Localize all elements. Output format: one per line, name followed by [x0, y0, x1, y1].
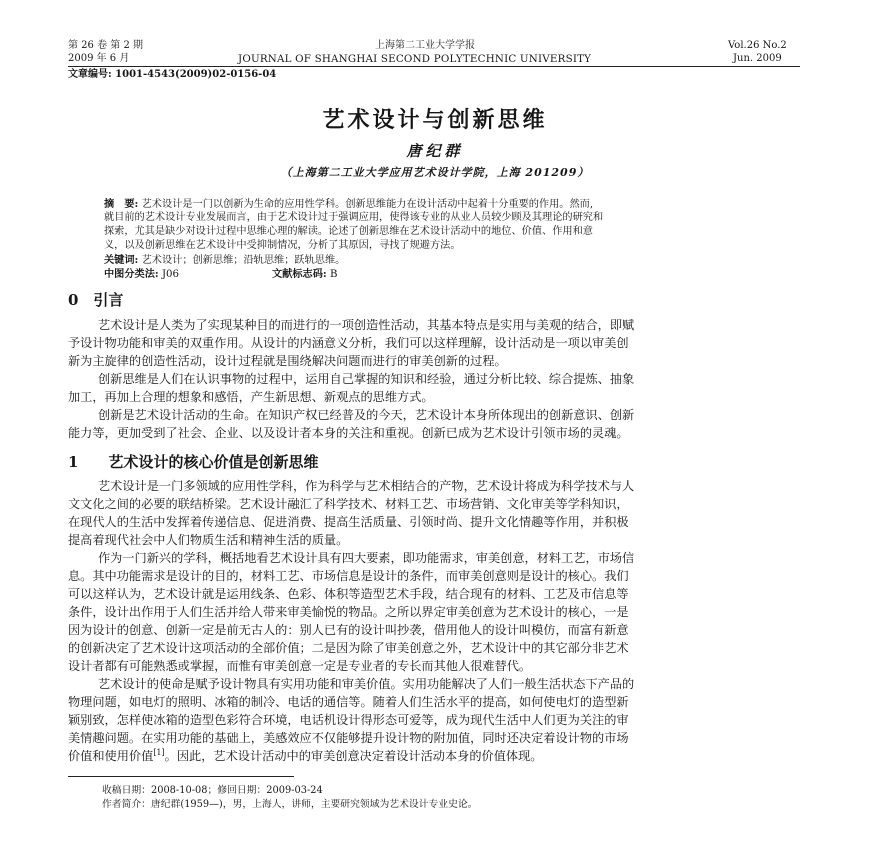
paragraph-line: 设计者都有可能熟悉或掌握，而惟有审美创意一定是专业者的专长而其他人很难替代。: [68, 659, 532, 673]
header-rule: [68, 66, 800, 67]
paragraph-line: 可以这样认为，艺术设计就是运用线条、色彩、体积等造型艺术手段，结合现有的材料、工艺及市信息等: [68, 587, 629, 601]
paragraph-line: 美情趣问题。在实用功能的基础上，美感效应不仅能够提升设计物的附加值，同时还决定着设计物的市场: [68, 731, 629, 745]
paragraph-line: 提高着现代社会中人们物质生活和精神生活的质量。: [68, 533, 349, 547]
paragraph-line: 文文化之间的必要的联结桥梁。艺术设计融汇了科学技术、材料工艺、市场营销、文化审美等学科知识，: [68, 497, 629, 511]
volume-en: Vol.26 No.2: [728, 40, 787, 51]
paragraph-line: 创新思维是人们在认识事物的过程中，运用自己掌握的知识和经验，通过分析比较、综合提炼、抽象: [98, 372, 635, 386]
keywords: 艺术设计；创新思维；沿轨思维；跃轨思维。: [141, 255, 346, 266]
author-name: 唐纪群: [406, 142, 464, 160]
text-run: 。因此，艺术设计活动中的审美创意决定着设计活动本身的价值体现。: [164, 749, 543, 763]
paragraph-line: 艺术设计的使命是赋予设计物具有实用功能和审美价值。实用功能解决了人们一般生活状态下产品的: [98, 677, 635, 691]
paragraph-line: 在现代人的生活中发挥着传递信息、促进消费、提高生活质量、引领时尚、提升文化情趣等作用，并积极: [68, 515, 629, 529]
abstract-line-3: 探索，尤其是缺少对设计过程中思维心理的解读。论述了创新思维在艺术设计活动中的地位、价值、作用和意: [104, 226, 593, 237]
paragraph-line: 条件，设计出作用于人们生活并给人带来审美愉悦的物品。之所以界定审美创意为艺术设计的核心，一是: [68, 605, 629, 619]
abstract-text: 艺术设计是一门以创新为生命的应用性学科。创新思维能力在设计活动中起着十分重要的作用。然而,: [141, 199, 594, 210]
article-number: 文章编号: 1001-4543(2009)02-0156-04: [68, 69, 277, 80]
abstract-label: 摘 要:: [104, 198, 139, 210]
paragraph-line: 的创新决定了艺术设计这项活动的全部价值；二是因为除了审美创意之外，艺术设计中的其它部分非艺术: [68, 641, 629, 655]
paragraph-line: 予设计物功能和审美的双重作用。从设计的内涵意义分析，我们可以这样理解，设计活动是一项以审美创: [68, 336, 629, 350]
paragraph-line: 颖别致，怎样使冰箱的造型色彩符合环境，电话机设计得形态可爱等，成为现代生活中人们更为关注的审: [68, 713, 629, 727]
volume-cn: 第 26 卷 第 2 期: [68, 40, 143, 51]
journal-title-cn: 上海第二工业大学学报: [375, 40, 475, 51]
paragraph-line: 能力等，更加受到了社会、企业、以及设计者本身的关注和重视。创新已成为艺术设计引领市场的灵魂。: [68, 426, 629, 440]
paragraph-line: 艺术设计是人类为了实现某种目的而进行的一项创造性活动，其基本特点是实用与美观的结合，即赋: [98, 318, 635, 332]
doc-code: B: [329, 269, 338, 280]
text-run: 价值和使用价值: [68, 749, 154, 763]
keywords-label: 关键词:: [104, 254, 139, 266]
received-date: 收稿日期：2008-10-08；修回日期：2009-03-24: [102, 785, 323, 796]
paragraph-line: 创新是艺术设计活动的生命。在知识产权已经普及的今天，艺术设计本身所体现出的创新意识、创新: [98, 408, 635, 422]
paragraph-line: 因为设计的创意、创新一定是前无古人的：别人已有的设计叫抄袭，借用他人的设计叫模仿，而富有新意: [68, 623, 629, 637]
keywords-line: [104, 253, 345, 268]
paragraph-line: 息。其中功能需求是设计的目的，材料工艺、市场信息是设计的条件，而审美创意则是设计的核心。我们: [68, 569, 629, 583]
clc-label: 中图分类法:: [104, 268, 159, 280]
abstract-line-4: 义，以及创新思维在艺术设计中受抑制情况，分析了其原因，寻找了规避方法。: [104, 240, 461, 251]
paper-title: 艺术设计与创新思维: [322, 107, 548, 133]
clc-code: J06: [161, 269, 180, 280]
doc-code-label: 文献标志码:: [272, 268, 327, 280]
section-1-heading: 1 艺术设计的核心价值是创新思维: [68, 453, 319, 471]
journal-title-en: JOURNAL OF SHANGHAI SECOND POLYTECHNIC UNIVERSITY: [238, 53, 592, 65]
paragraph-line: 新为主旋律的创造性活动，设计过程就是围绕解决问题而进行的审美创新的过程。: [68, 354, 507, 368]
paragraph-line: 物理问题，如电灯的照明、冰箱的制冷、电话的通信等。随着人们生活水平的提高，如何使电灯的造型新: [68, 695, 629, 709]
section-0-heading: 0 引言: [68, 291, 124, 309]
paragraph-line: 作为一门新兴的学科，概括地看艺术设计具有四大要素，即功能需求，审美创意，材料工艺，市场信: [98, 551, 635, 565]
abstract-line-1: [104, 197, 593, 212]
footnote-rule: [68, 776, 294, 777]
author-affiliation: （上海第二工业大学应用艺术设计学院，上海 201209）: [280, 166, 590, 179]
date-en: Jun. 2009: [733, 53, 782, 64]
paragraph-line: 艺术设计是一门多领域的应用性学科，作为科学与艺术相结合的产物，艺术设计将成为科学技术与人: [98, 479, 635, 493]
date-cn: 2009 年 6 月: [68, 53, 130, 64]
author-bio: 作者简介：唐纪群(1959—)，男，上海人，讲师，主要研究领域为艺术设计专业史论。: [102, 799, 478, 810]
paragraph-line: [68, 747, 542, 765]
citation-ref: [1]: [153, 747, 165, 757]
paragraph-line: 加工，再加上合理的想象和感悟，产生新思想、新观点的思维方式。: [68, 390, 434, 404]
document-code-line: [272, 267, 337, 282]
abstract-line-2: 就目前的艺术设计专业发展而言，由于艺术设计过于强调应用，使得该专业的从业人员较少顾及其理论的研究和: [104, 212, 604, 223]
classification-line: [104, 267, 179, 282]
